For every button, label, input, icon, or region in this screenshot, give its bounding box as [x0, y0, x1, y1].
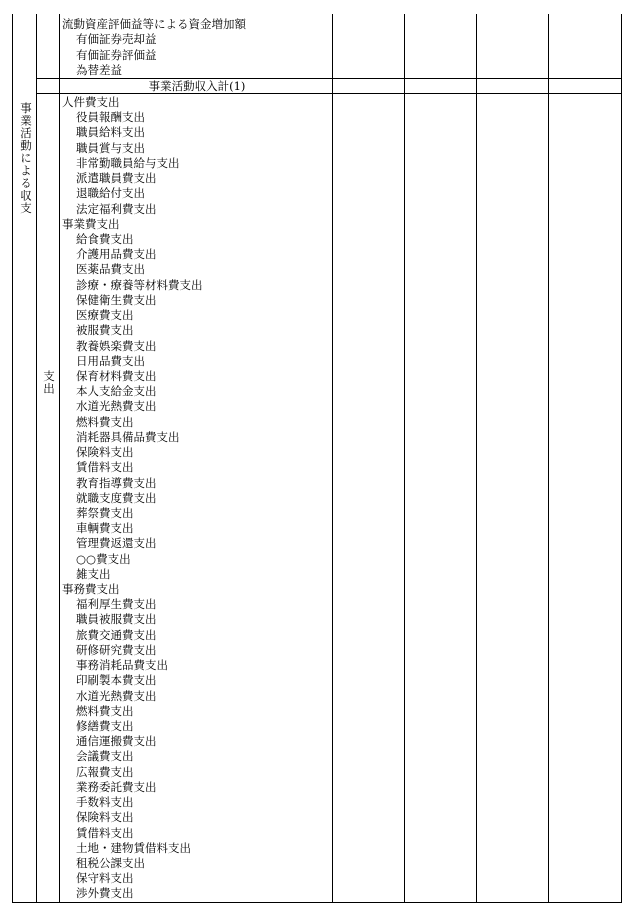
- item-row: 退職給付支出: [76, 186, 145, 201]
- item-row: 租税公課支出: [76, 856, 145, 870]
- item-row: ○○費支出: [76, 551, 131, 566]
- ledger-table: [12, 14, 622, 903]
- item-row: 通信運搬費支出: [76, 734, 157, 749]
- item-row: 燃料費支出: [76, 414, 134, 429]
- item-row: 雑支出: [76, 566, 111, 581]
- item-row: 水道光熱費支出: [76, 688, 157, 703]
- item-row: 被服費支出: [76, 323, 134, 338]
- item-row: 業務委託費支出: [76, 779, 157, 794]
- item-row: 保守料支出: [76, 871, 134, 886]
- section-label: 事業活動による収支: [19, 102, 33, 215]
- item-row: 有価証券評価益: [76, 47, 157, 62]
- item-row: 燃料費支出: [76, 703, 134, 718]
- item-row: 医薬品費支出: [76, 262, 145, 277]
- item-row: 保険料支出: [76, 445, 134, 460]
- item-row: 水道光熱費支出: [76, 399, 157, 414]
- item-row: 保育材料費支出: [76, 368, 157, 383]
- item-row: 手数料支出: [76, 795, 134, 810]
- sub-section-label: 支出: [42, 370, 56, 395]
- category-row: 事業費支出: [62, 216, 120, 231]
- income-total-label: 事業活動収入計(1): [148, 79, 246, 93]
- item-row: 保険料支出: [76, 810, 134, 825]
- item-row: 消耗器具備品費支出: [76, 429, 180, 444]
- item-row: 事務消耗品費支出: [76, 658, 168, 673]
- item-row: 介護用品費支出: [76, 247, 157, 262]
- item-row: 葬祭費支出: [76, 505, 134, 520]
- item-row: 役員報酬支出: [76, 110, 145, 125]
- column-divider: [404, 14, 405, 902]
- item-row: 福利厚生費支出: [76, 597, 157, 612]
- item-row: 車輌費支出: [76, 521, 134, 536]
- column-divider: [36, 14, 37, 902]
- item-row: 修繕費支出: [76, 719, 134, 734]
- item-row: 教育指導費支出: [76, 475, 157, 490]
- column-divider: [548, 14, 549, 902]
- item-row: 職員被服費支出: [76, 612, 157, 627]
- column-divider: [476, 14, 477, 902]
- item-row: 印刷製本費支出: [76, 673, 157, 688]
- item-row: 非常勤職員給与支出: [76, 155, 180, 170]
- item-row: 派遣職員費支出: [76, 171, 157, 186]
- item-row: 医療費支出: [76, 308, 134, 323]
- column-divider: [332, 14, 333, 902]
- item-row: 渉外費支出: [76, 886, 134, 901]
- item-row: 有価証券売却益: [76, 32, 157, 47]
- item-row: 賃借料支出: [76, 825, 134, 840]
- item-row: 法定福利費支出: [76, 201, 157, 216]
- item-row: 職員給料支出: [76, 125, 145, 140]
- category-row: 事務費支出: [62, 582, 120, 597]
- column-divider: [59, 14, 60, 902]
- item-row: 広報費支出: [76, 764, 134, 779]
- item-row: 日用品費支出: [76, 353, 145, 368]
- item-row: 旅費交通費支出: [76, 627, 157, 642]
- item-row: 給食費支出: [76, 231, 134, 246]
- category-row: 流動資産評価益等による資金増加額: [62, 17, 246, 31]
- item-row: 就職支度費支出: [76, 490, 157, 505]
- item-row: 診療・療養等材料費支出: [76, 277, 203, 292]
- item-row: 管理費返還支出: [76, 536, 157, 551]
- item-row: 本人支給金支出: [76, 384, 157, 399]
- item-row: 研修研究費支出: [76, 642, 157, 657]
- category-row: 人件費支出: [62, 95, 120, 109]
- item-row: 土地・建物賃借料支出: [76, 840, 191, 855]
- item-row: 保健衛生費支出: [76, 292, 157, 307]
- item-row: 教養娯楽費支出: [76, 338, 157, 353]
- item-row: 為替差益: [76, 62, 122, 77]
- item-row: 賃借料支出: [76, 460, 134, 475]
- item-row: 職員賞与支出: [76, 140, 145, 155]
- item-row: 会議費支出: [76, 749, 134, 764]
